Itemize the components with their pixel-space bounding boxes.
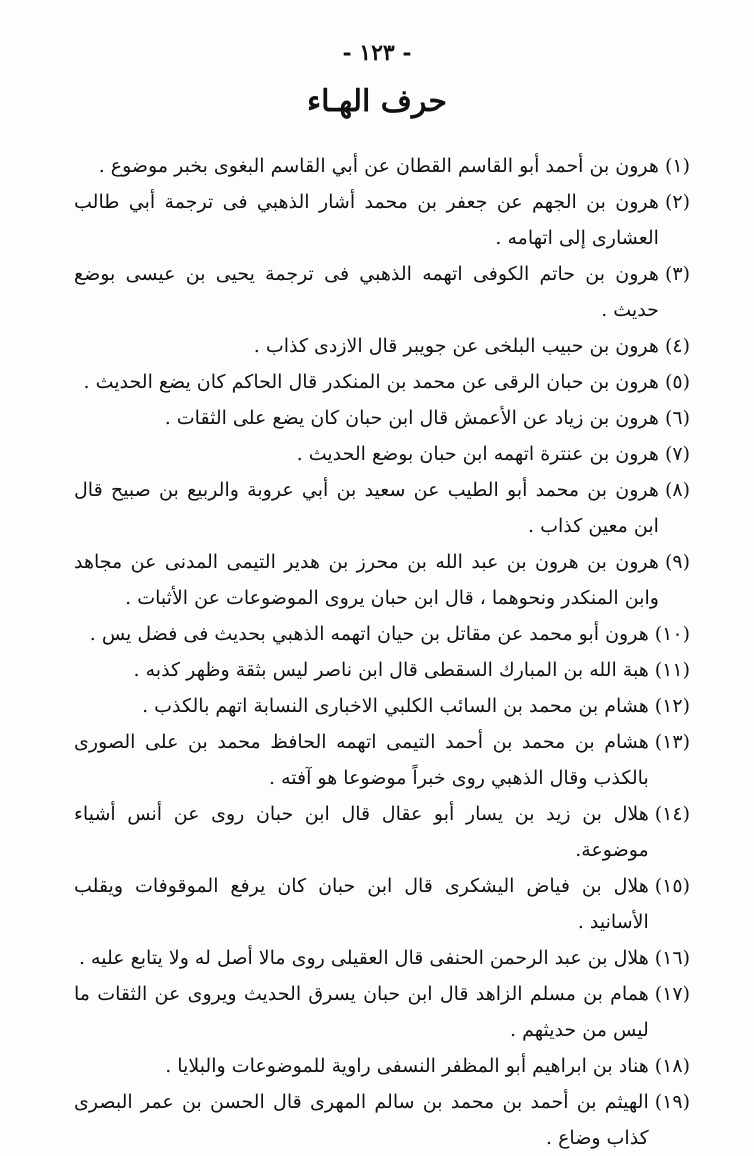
entry-number: (١٧) bbox=[654, 983, 690, 1005]
entry-number: (١٠) bbox=[654, 623, 690, 645]
entry-text: هناد بن ابراهيم أبو المظفر النسفى راوية للموضوعات والبلايا . bbox=[165, 1055, 649, 1077]
entry-text: هرون بن حبيب البلخى عن جويبر قال الازدى كذاب . bbox=[253, 335, 659, 357]
entry-text: الهيثم بن أحمد بن محمد بن سالم المهرى قال الحسن بن عمر البصرى كذاب وضاع . bbox=[74, 1091, 649, 1149]
entry-number: (٤) bbox=[664, 335, 690, 357]
entry-item bbox=[74, 688, 690, 724]
entry-item bbox=[74, 400, 690, 436]
entry-item bbox=[74, 616, 690, 652]
entry-number: (١٩) bbox=[654, 1091, 690, 1113]
entry-text: هلال بن زيد بن يسار أبو عقال قال ابن حبان روى عن أنس أشياء موضوعة. bbox=[74, 803, 649, 861]
entry-item bbox=[74, 148, 690, 184]
entry-item bbox=[74, 976, 690, 1048]
entry-item bbox=[74, 940, 690, 976]
entry-text: هبة الله بن المبارك السقطى قال ابن ناصر ليس بثقة وظهر كذبه . bbox=[133, 659, 649, 681]
entry-item bbox=[74, 544, 690, 616]
entry-text: هرون بن زياد عن الأعمش قال ابن حبان كان يضع على الثقات . bbox=[164, 407, 659, 429]
entry-item bbox=[74, 364, 690, 400]
entry-text: هلال بن فياض اليشكرى قال ابن حبان كان يرفع الموقوفات ويقلب الأسانيد . bbox=[74, 875, 649, 933]
entry-number: (١٦) bbox=[654, 947, 690, 969]
entry-number: (٦) bbox=[664, 407, 690, 429]
entry-text: هرون بن هرون بن عبد الله بن محرز بن هدير التيمى المدنى عن مجاهد وابن المنكدر ونحوهما ، قال ابن حبان يروى الموضوعات عن الأثبات . bbox=[74, 551, 659, 609]
entry-number: (٥) bbox=[664, 371, 690, 393]
entry-list bbox=[74, 148, 690, 1156]
page-number: - ١٢٣ - bbox=[342, 40, 412, 66]
entry-number: (١٣) bbox=[654, 731, 690, 753]
entry-text: هشام بن محمد بن أحمد التيمى اتهمه الحافظ محمد بن على الصورى بالكذب وقال الذهبي روى خبراً موضوعا هو آفته . bbox=[74, 731, 649, 789]
entry-number: (٧) bbox=[664, 443, 690, 465]
entry-number: (١١) bbox=[654, 659, 690, 681]
entry-item bbox=[74, 256, 690, 328]
entry-text: هرون بن الجهم عن جعفر بن محمد أشار الذهبي فى ترجمة أبي طالب العشارى إلى اتهامه . bbox=[74, 191, 659, 249]
entry-number: (٩) bbox=[664, 551, 690, 573]
entry-text: هشام بن محمد بن السائب الكلبي الاخبارى النسابة اتهم بالكذب . bbox=[142, 695, 649, 717]
entry-item bbox=[74, 796, 690, 868]
entry-item bbox=[74, 184, 690, 256]
entry-item bbox=[74, 1048, 690, 1084]
entry-item bbox=[74, 652, 690, 688]
entry-number: (١) bbox=[664, 155, 690, 177]
entry-item bbox=[74, 436, 690, 472]
entry-item bbox=[74, 868, 690, 940]
entry-text: هلال بن عبد الرحمن الحنفى قال العقيلى روى مالا أصل له ولا يتابع عليه . bbox=[78, 947, 649, 969]
entry-item bbox=[74, 724, 690, 796]
entry-text: هرون بن أحمد أبو القاسم القطان عن أبي القاسم البغوى بخبر موضوع . bbox=[98, 155, 659, 177]
entry-number: (٣) bbox=[664, 263, 690, 285]
entry-item bbox=[74, 1084, 690, 1156]
entry-text: هرون بن حاتم الكوفى اتهمه الذهبي فى ترجمة يحيى بن عيسى بوضع حديث . bbox=[74, 263, 659, 321]
entry-text: هرون أبو محمد عن مقاتل بن حيان اتهمه الذهبي بحديث فى فضل يس . bbox=[89, 623, 649, 645]
entry-item bbox=[74, 472, 690, 544]
entry-number: (١٨) bbox=[654, 1055, 690, 1077]
entry-text: همام بن مسلم الزاهد قال ابن حبان يسرق الحديث ويروى عن الثقات ما ليس من حديثهم . bbox=[74, 983, 649, 1041]
entry-number: (١٢) bbox=[654, 695, 690, 717]
entry-item bbox=[74, 328, 690, 364]
entry-number: (١٥) bbox=[654, 875, 690, 897]
entry-text: هرون بن عنترة اتهمه ابن حبان بوضع الحديث . bbox=[296, 443, 659, 465]
entry-number: (٢) bbox=[664, 191, 690, 213]
chapter-title: حرف الهـاء bbox=[307, 84, 447, 119]
entry-number: (١٤) bbox=[654, 803, 690, 825]
entry-text: هرون بن حبان الرقى عن محمد بن المنكدر قال الحاكم كان يضع الحديث . bbox=[83, 371, 659, 393]
entry-text: هرون بن محمد أبو الطيب عن سعيد بن أبي عروبة والربيع بن صبيح قال ابن معين كذاب . bbox=[74, 479, 659, 537]
entry-number: (٨) bbox=[664, 479, 690, 501]
